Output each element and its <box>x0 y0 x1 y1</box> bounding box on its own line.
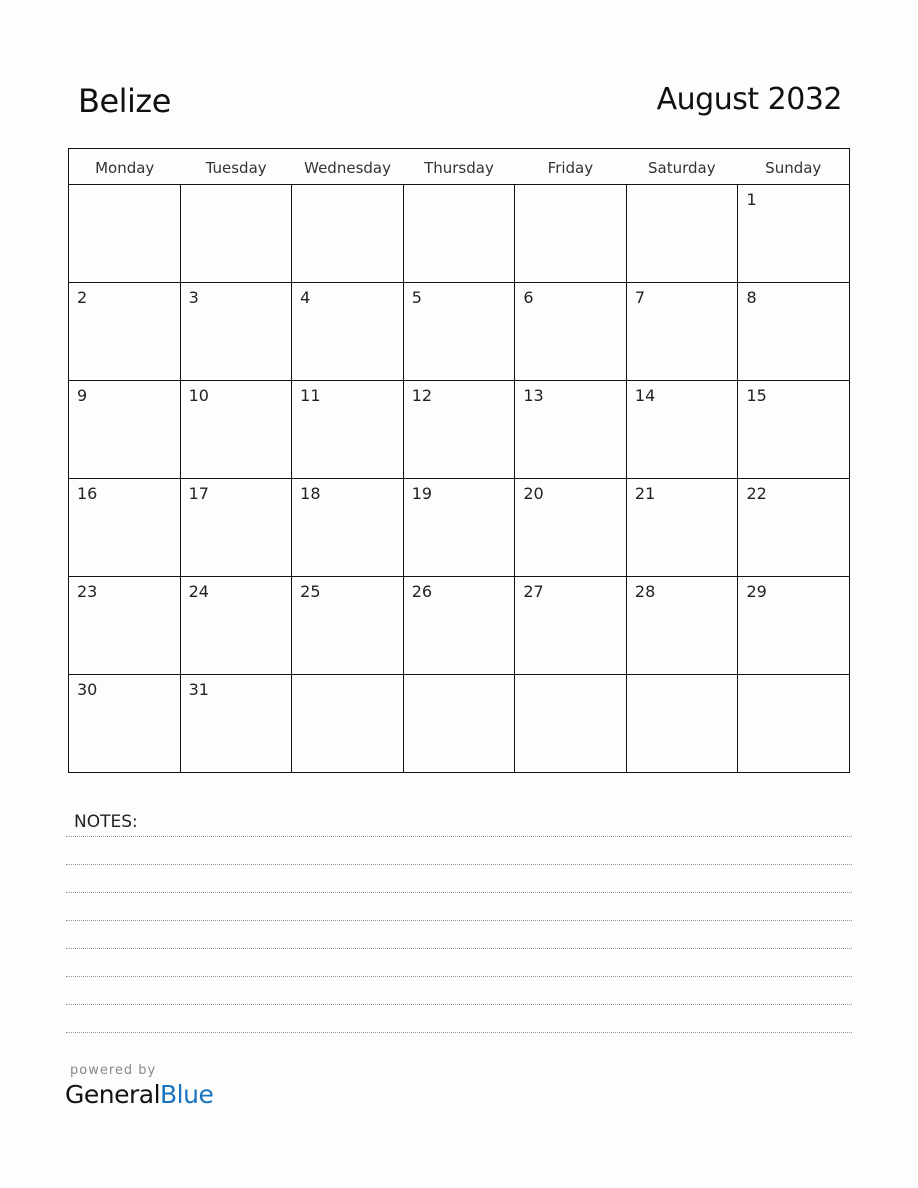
weekday-sunday: Sunday <box>765 159 822 177</box>
day-number: 25 <box>300 582 321 601</box>
country-title: Belize <box>78 82 171 120</box>
day-cell <box>515 283 627 380</box>
generalblue-logo <box>65 1080 213 1109</box>
day-number: 28 <box>634 582 656 601</box>
day-cell <box>738 479 849 576</box>
day-number: 2 <box>77 288 88 307</box>
day-cell <box>181 381 293 478</box>
day-cell <box>292 381 404 478</box>
day-number: 22 <box>746 484 767 503</box>
day-number: 18 <box>300 484 321 503</box>
day-cell <box>627 577 739 674</box>
day-number: 23 <box>77 582 98 601</box>
day-cell <box>181 185 293 282</box>
day-cell <box>404 479 516 576</box>
day-number: 30 <box>77 680 98 699</box>
day-cell <box>515 381 627 478</box>
week-row <box>69 675 849 772</box>
week-row <box>69 577 849 675</box>
notes-line <box>66 892 852 893</box>
day-cell <box>404 577 516 674</box>
day-number: 24 <box>188 582 209 601</box>
month-year-title: August 2032 <box>656 82 842 117</box>
day-cell <box>404 185 516 282</box>
day-number: 5 <box>411 288 422 307</box>
day-cell <box>738 577 849 674</box>
day-cell <box>627 185 739 282</box>
weekday-header-row <box>69 149 849 185</box>
day-cell <box>404 675 516 772</box>
day-number: 11 <box>300 386 321 405</box>
day-cell <box>69 283 181 380</box>
weekday-tuesday: Tuesday <box>205 159 267 177</box>
notes-line <box>66 864 852 865</box>
day-cell <box>292 577 404 674</box>
day-cell <box>627 479 739 576</box>
weekday-wednesday: Wednesday <box>304 159 391 177</box>
powered-by-text: powered by <box>70 1063 157 1078</box>
day-number: 27 <box>523 582 544 601</box>
day-cell <box>515 577 627 674</box>
day-number: 8 <box>746 288 757 307</box>
day-number: 17 <box>188 484 209 503</box>
notes-line <box>66 976 852 977</box>
day-cell <box>627 283 739 380</box>
day-number: 1 <box>746 190 757 209</box>
day-cell <box>292 675 404 772</box>
day-cell <box>292 185 404 282</box>
day-cell <box>181 577 293 674</box>
notes-label: NOTES: <box>74 812 138 832</box>
day-cell <box>181 283 293 380</box>
notes-line <box>66 920 852 921</box>
day-cell <box>292 479 404 576</box>
weekday-thursday: Thursday <box>424 159 494 177</box>
day-cell <box>181 479 293 576</box>
day-number: 14 <box>634 386 656 405</box>
day-number: 13 <box>523 386 544 405</box>
day-cell <box>738 185 849 282</box>
day-number: 21 <box>634 484 656 503</box>
day-number: 26 <box>411 582 433 601</box>
day-cell <box>738 283 849 380</box>
day-cell <box>69 381 181 478</box>
logo-blue: Blue <box>160 1080 214 1109</box>
notes-line <box>66 1032 852 1033</box>
day-number: 31 <box>188 680 209 699</box>
notes-line <box>66 1004 852 1005</box>
notes-line <box>66 948 852 949</box>
day-number: 6 <box>523 288 534 307</box>
day-number: 4 <box>300 288 311 307</box>
day-number: 7 <box>634 288 646 307</box>
day-number: 3 <box>188 288 199 307</box>
week-row <box>69 283 849 381</box>
week-row <box>69 381 849 479</box>
day-cell <box>69 577 181 674</box>
day-number: 16 <box>77 484 98 503</box>
day-number: 29 <box>746 582 767 601</box>
day-cell <box>181 675 293 772</box>
day-cell <box>738 381 849 478</box>
week-row <box>69 185 849 283</box>
day-cell <box>69 479 181 576</box>
weekday-friday: Friday <box>547 159 594 177</box>
weekday-saturday: Saturday <box>648 159 716 177</box>
day-cell <box>515 185 627 282</box>
logo-general: General <box>65 1080 161 1109</box>
day-cell <box>292 283 404 380</box>
calendar-grid <box>68 148 850 773</box>
day-number: 9 <box>77 386 88 405</box>
day-cell <box>404 381 516 478</box>
day-cell <box>627 675 739 772</box>
day-cell <box>404 283 516 380</box>
notes-line <box>66 836 852 837</box>
day-cell <box>515 675 627 772</box>
week-row <box>69 479 849 577</box>
day-cell <box>515 479 627 576</box>
day-cell <box>627 381 739 478</box>
day-number: 15 <box>746 386 767 405</box>
day-cell <box>738 675 849 772</box>
day-cell <box>69 185 181 282</box>
day-number: 20 <box>523 484 544 503</box>
day-number: 10 <box>188 386 209 405</box>
day-number: 19 <box>411 484 433 503</box>
weekday-monday: Monday <box>95 159 155 177</box>
day-number: 12 <box>411 386 433 405</box>
day-cell <box>69 675 181 772</box>
